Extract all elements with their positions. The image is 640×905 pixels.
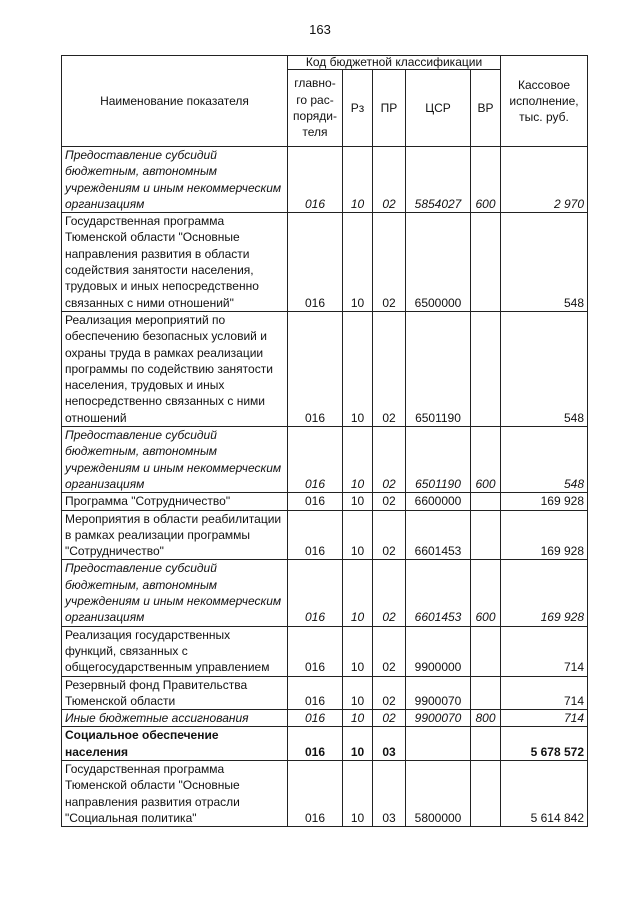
row-name: Мероприятия в области реабилитации в рамках реализации программы "Сотрудничество" bbox=[62, 510, 288, 560]
table-row bbox=[62, 147, 588, 213]
row-pr: 02 bbox=[373, 213, 406, 312]
table-row bbox=[62, 626, 588, 676]
table-row bbox=[62, 710, 588, 727]
row-glavn: 016 bbox=[288, 311, 343, 426]
row-csr: 6501190 bbox=[406, 427, 471, 493]
row-amount: 169 928 bbox=[501, 510, 588, 560]
row-glavn: 016 bbox=[288, 427, 343, 493]
row-csr: 9900070 bbox=[406, 676, 471, 710]
row-glavn: 016 bbox=[288, 710, 343, 727]
row-amount: 169 928 bbox=[501, 493, 588, 510]
row-name: Предоставление субсидий бюджетным, автономным учреждениям и иным некоммерческим организациям bbox=[62, 427, 288, 493]
row-vr: 600 bbox=[471, 427, 501, 493]
header-csr: ЦСР bbox=[406, 70, 471, 147]
row-name: Реализация мероприятий по обеспечению безопасных условий и охраны труда в рамках реализации программы по содействию занятости населения, трудовых и иных непосредственно связанных с ними отношений bbox=[62, 311, 288, 426]
header-code-group: Код бюджетной классификации bbox=[288, 56, 501, 70]
row-amount: 548 bbox=[501, 213, 588, 312]
row-csr: 6600000 bbox=[406, 493, 471, 510]
row-vr bbox=[471, 510, 501, 560]
row-rz: 10 bbox=[343, 760, 373, 826]
row-rz: 10 bbox=[343, 560, 373, 626]
row-rz: 10 bbox=[343, 510, 373, 560]
row-rz: 10 bbox=[343, 213, 373, 312]
row-csr: 6601453 bbox=[406, 510, 471, 560]
table-row bbox=[62, 727, 588, 761]
row-name: Государственная программа Тюменской области "Основные направления развития отрасли "Социальная политика" bbox=[62, 760, 288, 826]
row-pr: 02 bbox=[373, 427, 406, 493]
row-glavn: 016 bbox=[288, 560, 343, 626]
row-rz: 10 bbox=[343, 710, 373, 727]
row-name: Государственная программа Тюменской области "Основные направления развития в области содействия занятости населения, трудовых и иных непосредственно связанных с ними отношений" bbox=[62, 213, 288, 312]
row-glavn: 016 bbox=[288, 147, 343, 213]
header-amount: Кассовое исполнение, тыс. руб. bbox=[501, 56, 588, 147]
row-amount: 714 bbox=[501, 626, 588, 676]
row-pr: 02 bbox=[373, 560, 406, 626]
row-name: Предоставление субсидий бюджетным, автономным учреждениям и иным некоммерческим организациям bbox=[62, 560, 288, 626]
table-row bbox=[62, 493, 588, 510]
row-pr: 02 bbox=[373, 311, 406, 426]
row-vr: 800 bbox=[471, 710, 501, 727]
header-glavn: главно-го рас-поряди-теля bbox=[288, 70, 343, 147]
row-rz: 10 bbox=[343, 493, 373, 510]
budget-table bbox=[61, 55, 588, 827]
row-csr bbox=[406, 727, 471, 761]
row-name: Иные бюджетные ассигнования bbox=[62, 710, 288, 727]
row-csr: 9900070 bbox=[406, 710, 471, 727]
table-row bbox=[62, 213, 588, 312]
row-vr bbox=[471, 493, 501, 510]
row-vr bbox=[471, 760, 501, 826]
page-number: 163 bbox=[309, 22, 331, 37]
row-name: Программа "Сотрудничество" bbox=[62, 493, 288, 510]
table-row bbox=[62, 311, 588, 426]
table-row bbox=[62, 760, 588, 826]
row-pr: 02 bbox=[373, 676, 406, 710]
row-amount: 714 bbox=[501, 710, 588, 727]
row-glavn: 016 bbox=[288, 626, 343, 676]
row-amount: 548 bbox=[501, 311, 588, 426]
row-pr: 02 bbox=[373, 626, 406, 676]
table-row bbox=[62, 510, 588, 560]
row-csr: 5800000 bbox=[406, 760, 471, 826]
row-csr: 6501190 bbox=[406, 311, 471, 426]
row-rz: 10 bbox=[343, 727, 373, 761]
row-pr: 03 bbox=[373, 760, 406, 826]
row-name: Социальное обеспечение населения bbox=[62, 727, 288, 761]
row-vr bbox=[471, 626, 501, 676]
row-vr bbox=[471, 213, 501, 312]
row-amount: 169 928 bbox=[501, 560, 588, 626]
row-pr: 02 bbox=[373, 510, 406, 560]
header-pr: ПР bbox=[373, 70, 406, 147]
row-rz: 10 bbox=[343, 311, 373, 426]
row-rz: 10 bbox=[343, 427, 373, 493]
row-glavn: 016 bbox=[288, 213, 343, 312]
row-glavn: 016 bbox=[288, 676, 343, 710]
row-vr: 600 bbox=[471, 560, 501, 626]
row-pr: 02 bbox=[373, 147, 406, 213]
row-vr bbox=[471, 676, 501, 710]
table-row bbox=[62, 560, 588, 626]
table-row bbox=[62, 676, 588, 710]
header-rz: Рз bbox=[343, 70, 373, 147]
row-pr: 02 bbox=[373, 493, 406, 510]
row-amount: 714 bbox=[501, 676, 588, 710]
row-amount: 548 bbox=[501, 427, 588, 493]
row-glavn: 016 bbox=[288, 760, 343, 826]
row-csr: 6601453 bbox=[406, 560, 471, 626]
row-amount: 5 678 572 bbox=[501, 727, 588, 761]
row-pr: 02 bbox=[373, 710, 406, 727]
header-name: Наименование показателя bbox=[62, 56, 288, 147]
row-csr: 9900000 bbox=[406, 626, 471, 676]
row-name: Резервный фонд Правительства Тюменской области bbox=[62, 676, 288, 710]
row-rz: 10 bbox=[343, 676, 373, 710]
row-glavn: 016 bbox=[288, 727, 343, 761]
row-csr: 5854027 bbox=[406, 147, 471, 213]
row-name: Реализация государственных функций, связанных с общегосударственным управлением bbox=[62, 626, 288, 676]
header-vr: ВР bbox=[471, 70, 501, 147]
table-row bbox=[62, 427, 588, 493]
row-vr bbox=[471, 311, 501, 426]
row-rz: 10 bbox=[343, 147, 373, 213]
row-vr bbox=[471, 727, 501, 761]
row-vr: 600 bbox=[471, 147, 501, 213]
row-pr: 03 bbox=[373, 727, 406, 761]
row-glavn: 016 bbox=[288, 493, 343, 510]
row-name: Предоставление субсидий бюджетным, автономным учреждениям и иным некоммерческим организациям bbox=[62, 147, 288, 213]
row-amount: 5 614 842 bbox=[501, 760, 588, 826]
row-amount: 2 970 bbox=[501, 147, 588, 213]
row-rz: 10 bbox=[343, 626, 373, 676]
row-csr: 6500000 bbox=[406, 213, 471, 312]
row-glavn: 016 bbox=[288, 510, 343, 560]
